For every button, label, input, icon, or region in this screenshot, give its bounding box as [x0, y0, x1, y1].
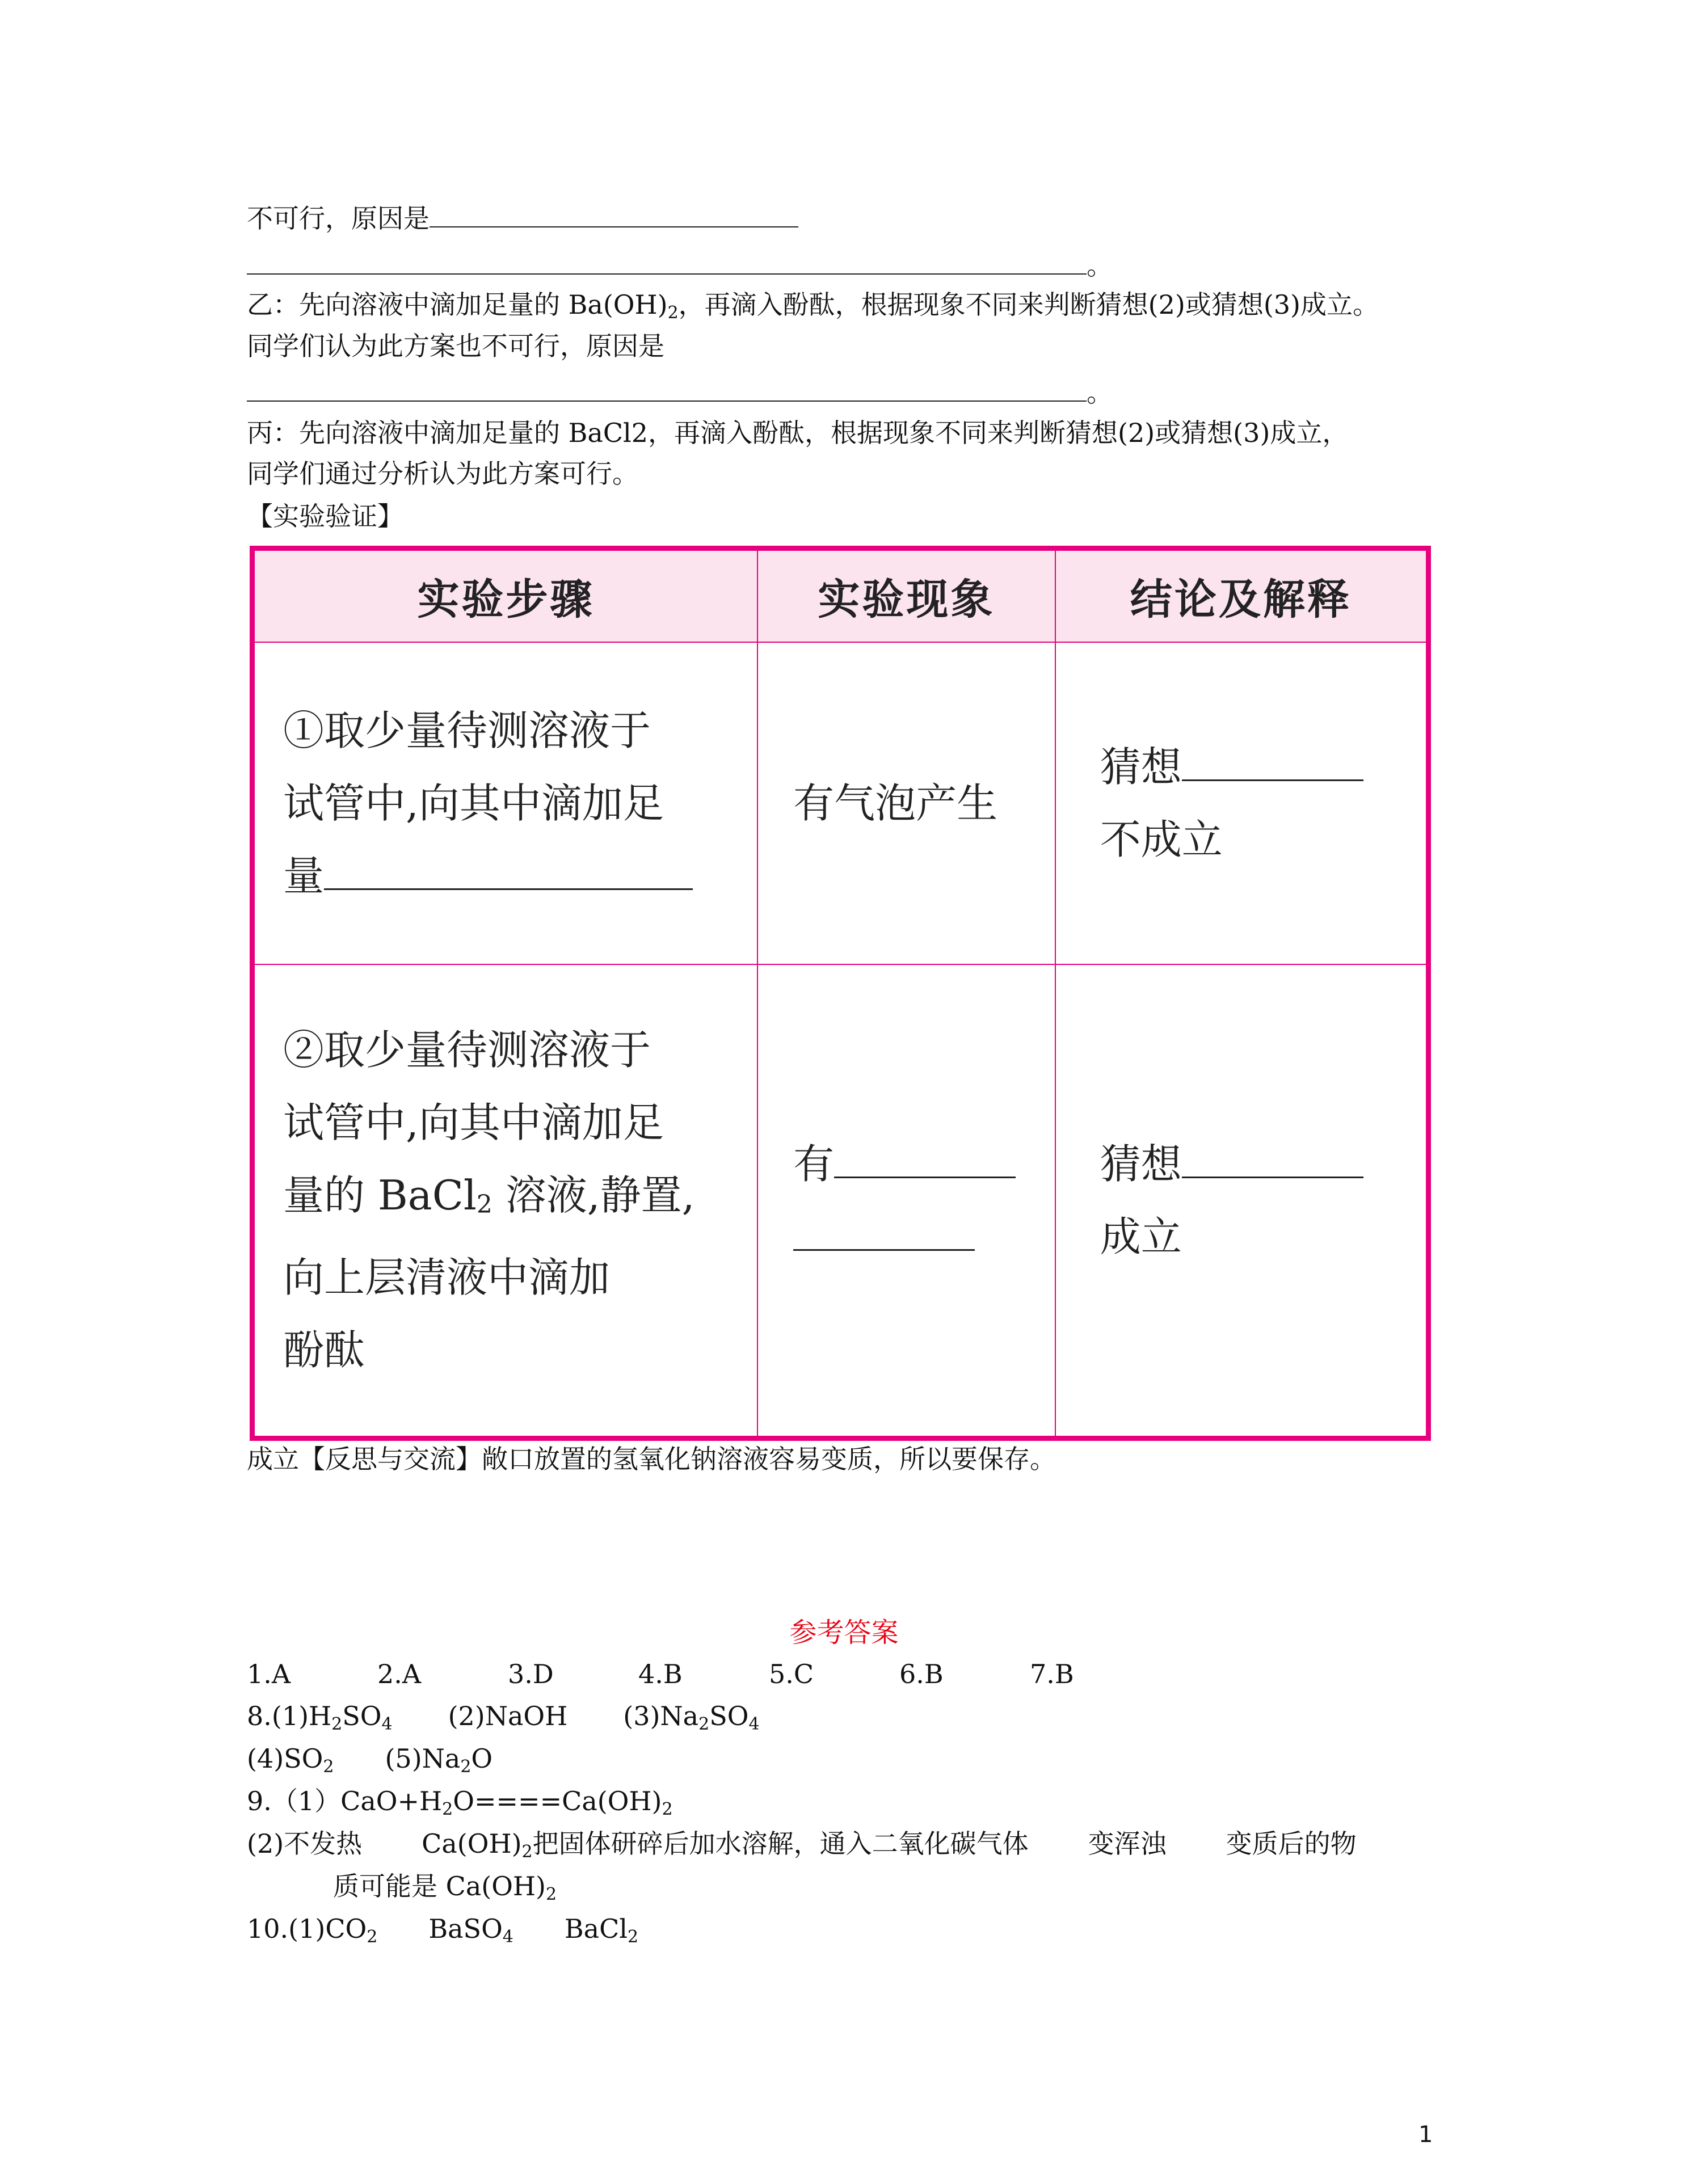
answer-blank	[247, 376, 1087, 402]
experiment-table	[250, 546, 1431, 1441]
text-line-1	[247, 201, 798, 235]
row1-conclusion-cell: 猜想 不成立	[1055, 642, 1429, 964]
answers-line-10: $10.(1)CO_2$ BaSO$_4$ BaCl$_2$	[247, 1913, 639, 1947]
text-line-6: 丙：先向溶液中滴加足量的 BaCl2，再滴入酚酞，根据现象不同来判断猜想(2)或猜想(3)成立，	[247, 418, 1349, 448]
answer-blank	[430, 201, 798, 227]
answer-blank	[247, 248, 1087, 275]
answers-line-9b: (2)不发热 $Ca(OH)_2$把固体研碎后加水溶解，通入二氧化碳气体 变浑浊 变质后的物	[247, 1828, 1357, 1862]
row2-step-cell: ②取少量待测溶液于 试管中,向其中滴加足 量的 BaCl2 溶液,静置, 向上层清液中滴加 酚酞	[252, 964, 758, 1439]
table-row	[252, 964, 1429, 1439]
answer-blank	[324, 851, 693, 890]
table-row	[252, 642, 1429, 964]
text-line-5: 。	[247, 376, 1113, 410]
text-line-2: 。	[247, 248, 1113, 283]
row1-phenomenon-cell: 有气泡产生	[757, 642, 1055, 964]
answers-line-8b: $(4)SO_2$ $(5)Na_2O$	[247, 1743, 493, 1777]
reason-label: 不可行，原因是	[247, 203, 430, 234]
text-line-4: 同学们认为此方案也不可行，原因是	[247, 331, 664, 361]
answer-key-title: 参考答案	[789, 1617, 899, 1648]
answer-blank	[834, 1139, 1016, 1178]
answer-blank	[793, 1212, 975, 1251]
answer-blank	[1182, 742, 1363, 781]
answer-blank	[1182, 1139, 1363, 1178]
page-number: 1	[1418, 2122, 1433, 2148]
text-line-reflection: 成立【反思与交流】敞口放置的氢氧化钠溶液容易变质，所以要保存。	[247, 1444, 1056, 1474]
answers-line-9c: 质可能是 $Ca(OH)_2$	[333, 1871, 557, 1904]
table-header-row	[252, 549, 1429, 643]
answers-line-1: 1.A 2.A 3.D 4.B 5.C 6.B 7.B	[247, 1659, 1074, 1689]
text-line-7: 同学们通过分析认为此方案可行。	[247, 458, 638, 489]
header-phenomenon: 实验现象	[757, 549, 1055, 643]
answers-line-8a: $8.(1)H_2SO_4$ (2)NaOH $(3)Na_2SO_4$	[247, 1701, 760, 1734]
text-line-3: 乙：先向溶液中滴加足量的 $Ba(OH)_2$，再滴入酚酞，根据现象不同来判断猜想(2)或猜想(3)成立。	[247, 289, 1379, 323]
header-conclusion: 结论及解释	[1055, 549, 1429, 643]
row2-phenomenon-cell: 有	[757, 964, 1055, 1439]
section-heading-experiment: 【实验验证】	[247, 501, 403, 532]
header-steps: 实验步骤	[252, 549, 758, 643]
answers-line-9a: $9.(1)CaO+H_2O====Ca(OH)_2$	[247, 1786, 673, 1819]
row1-step-cell: ①取少量待测溶液于 试管中,向其中滴加足 量	[252, 642, 758, 964]
row2-conclusion-cell: 猜想 成立	[1055, 964, 1429, 1439]
